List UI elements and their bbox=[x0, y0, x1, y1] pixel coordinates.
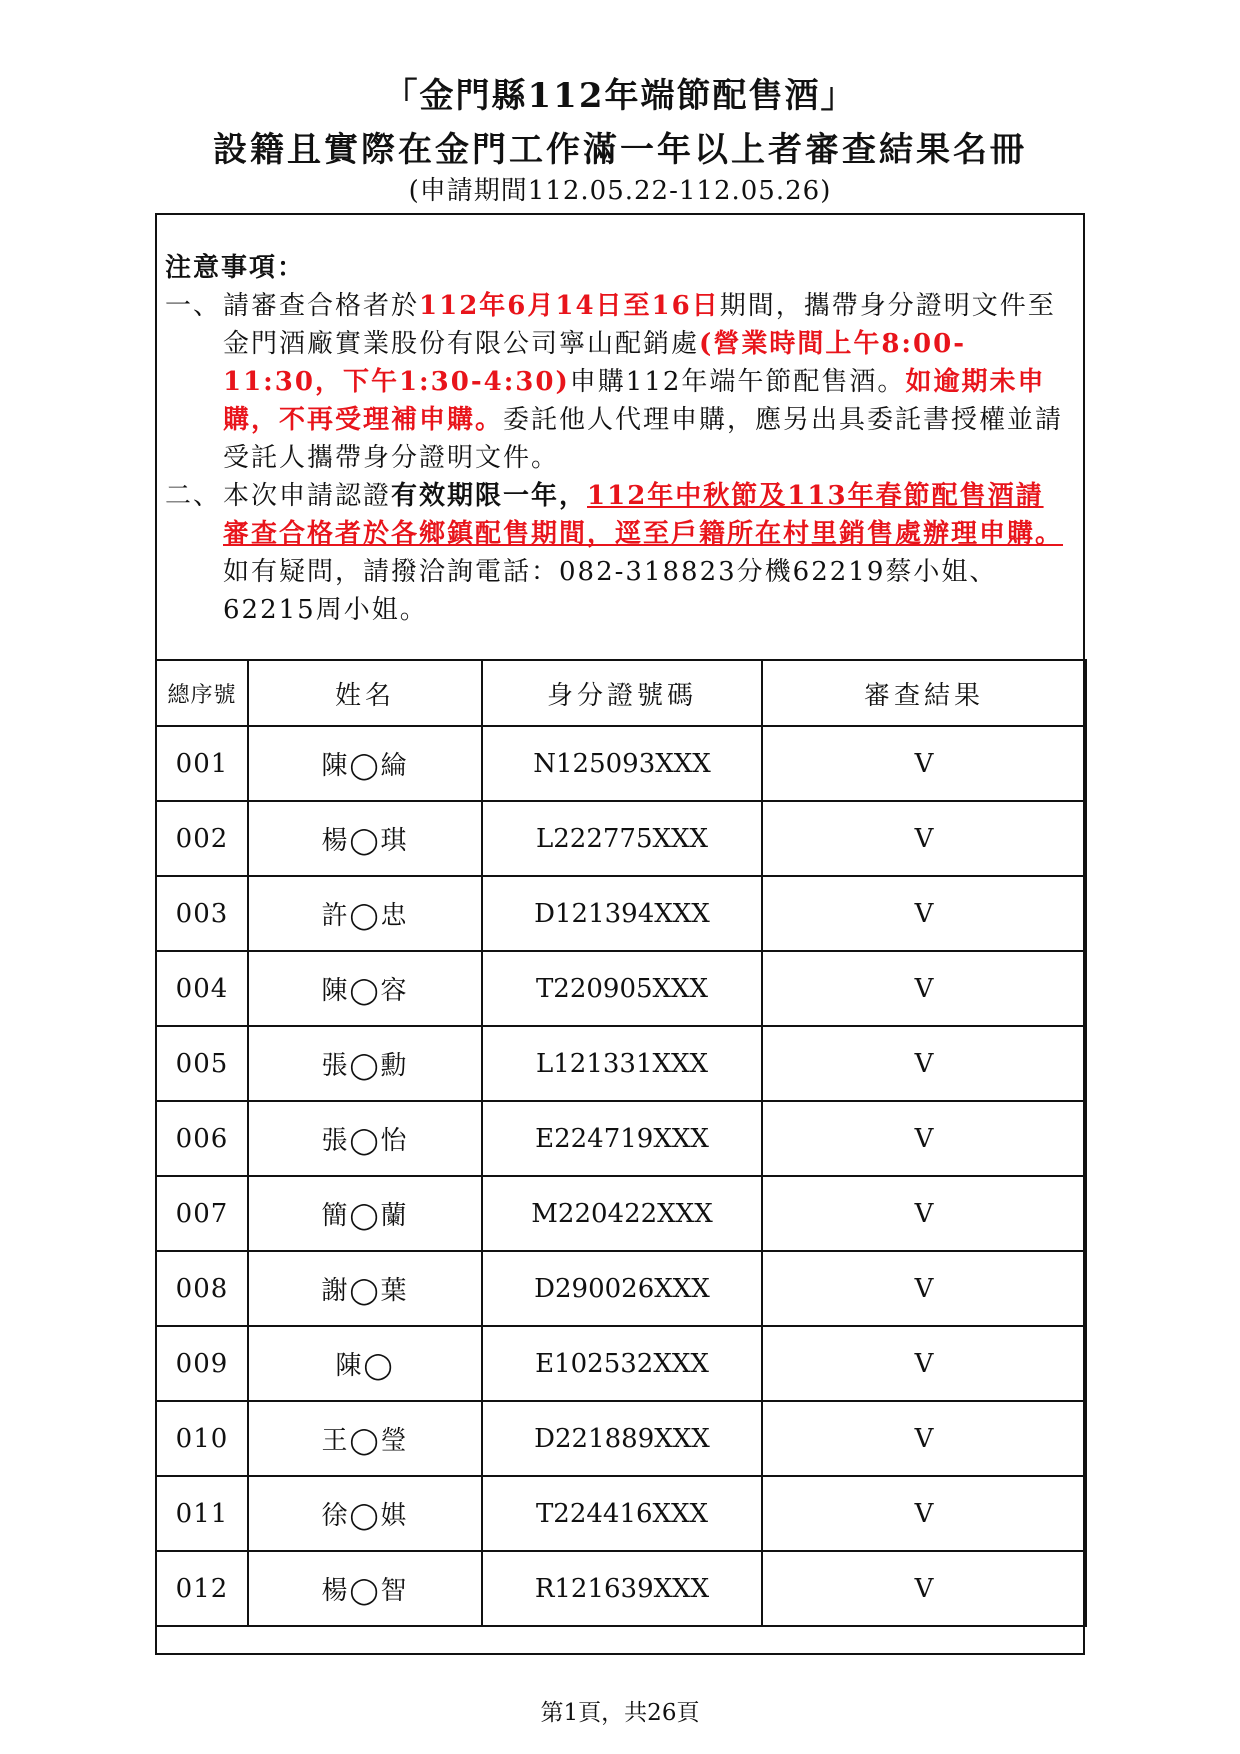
note-item-2 bbox=[165, 477, 1065, 629]
table-row bbox=[156, 1326, 1086, 1401]
cell-seq: 009 bbox=[156, 1326, 248, 1401]
table-row bbox=[156, 1101, 1086, 1176]
cell-seq: 010 bbox=[156, 1401, 248, 1476]
table-row bbox=[156, 801, 1086, 876]
note-2-next-sales: 112年中秋節及113年春節配售酒請審查合格者於各鄉鎮配售期間，逕至戶籍所在村里銷售處辦理申購。 bbox=[223, 481, 1064, 549]
cell-name: 王◯瑩 bbox=[248, 1401, 482, 1476]
table-row bbox=[156, 726, 1086, 801]
cell-seq: 004 bbox=[156, 951, 248, 1026]
cell-id: L222775XXX bbox=[482, 801, 762, 876]
cell-seq: 011 bbox=[156, 1476, 248, 1551]
note-2-contact: 如有疑問，請撥洽詢電話：082-318823分機62219蔡小姐、62215周小姐。 bbox=[223, 557, 998, 625]
table-header-row bbox=[156, 660, 1086, 726]
cell-seq: 003 bbox=[156, 876, 248, 951]
cell-result: V bbox=[762, 726, 1086, 801]
cell-id: E224719XXX bbox=[482, 1101, 762, 1176]
table-row bbox=[156, 1401, 1086, 1476]
cell-id: D221889XXX bbox=[482, 1401, 762, 1476]
cell-name: 謝◯葉 bbox=[248, 1251, 482, 1326]
cell-name: 張◯勳 bbox=[248, 1026, 482, 1101]
note-item-1-number: 一、 bbox=[165, 291, 222, 321]
table-row bbox=[156, 1476, 1086, 1551]
cell-name: 徐◯娸 bbox=[248, 1476, 482, 1551]
cell-id: T224416XXX bbox=[482, 1476, 762, 1551]
cell-name: 簡◯蘭 bbox=[248, 1176, 482, 1251]
document-frame bbox=[155, 213, 1085, 1655]
note-1-text-b: 期間，攜帶身分證明文件至金門酒廠實業股份有限公司寧山配銷處 bbox=[223, 291, 1056, 359]
cell-name: 楊◯智 bbox=[248, 1551, 482, 1626]
cell-id: T220905XXX bbox=[482, 951, 762, 1026]
document-subtitle: 設籍且實際在金門工作滿一年以上者審查結果名冊 bbox=[213, 130, 1027, 170]
table-row bbox=[156, 1176, 1086, 1251]
cell-id: N125093XXX bbox=[482, 726, 762, 801]
header-name: 姓名 bbox=[248, 660, 482, 726]
cell-result: V bbox=[762, 951, 1086, 1026]
cell-name: 許◯忠 bbox=[248, 876, 482, 951]
cell-seq: 007 bbox=[156, 1176, 248, 1251]
cell-name: 陳◯容 bbox=[248, 951, 482, 1026]
cell-seq: 012 bbox=[156, 1551, 248, 1626]
note-2-text-a: 本次申請認證 bbox=[223, 481, 392, 511]
cell-name: 陳◯綸 bbox=[248, 726, 482, 801]
table-row bbox=[156, 1551, 1086, 1626]
document-title: 「金門縣112年端節配售酒」 bbox=[383, 76, 857, 116]
cell-name: 張◯怡 bbox=[248, 1101, 482, 1176]
header-result: 審查結果 bbox=[762, 660, 1086, 726]
notes-section bbox=[165, 249, 1065, 629]
table-row bbox=[156, 1026, 1086, 1101]
cell-name: 楊◯琪 bbox=[248, 801, 482, 876]
cell-id: M220422XXX bbox=[482, 1176, 762, 1251]
page-number: 第1頁，共26頁 bbox=[540, 1700, 700, 1726]
application-period: (申請期間112.05.22-112.05.26) bbox=[408, 176, 832, 206]
cell-result: V bbox=[762, 1401, 1086, 1476]
cell-id: E102532XXX bbox=[482, 1326, 762, 1401]
cell-result: V bbox=[762, 1176, 1086, 1251]
header-id: 身分證號碼 bbox=[482, 660, 762, 726]
cell-result: V bbox=[762, 801, 1086, 876]
notes-heading: 注意事項： bbox=[165, 253, 306, 283]
cell-seq: 005 bbox=[156, 1026, 248, 1101]
cell-result: V bbox=[762, 1101, 1086, 1176]
cell-id: L121331XXX bbox=[482, 1026, 762, 1101]
cell-result: V bbox=[762, 1026, 1086, 1101]
cell-id: D290026XXX bbox=[482, 1251, 762, 1326]
header-seq: 總序號 bbox=[156, 660, 248, 726]
cell-id: R121639XXX bbox=[482, 1551, 762, 1626]
note-1-text-c: 申購112年端午節配售酒。 bbox=[569, 367, 906, 397]
cell-result: V bbox=[762, 1326, 1086, 1401]
note-2-validity: 有效期限一年， bbox=[391, 481, 588, 511]
cell-name: 陳◯ bbox=[248, 1326, 482, 1401]
cell-result: V bbox=[762, 1476, 1086, 1551]
note-1-business-hours: (營業時間上午8:00-11:30，下午1:30-4:30) bbox=[223, 329, 966, 397]
cell-seq: 006 bbox=[156, 1101, 248, 1176]
note-1-text-d: 委託他人代理申購，應另出具委託書授權並請受託人攜帶身分證明文件。 bbox=[223, 405, 1064, 473]
result-table bbox=[155, 659, 1087, 1627]
cell-result: V bbox=[762, 1251, 1086, 1326]
cell-result: V bbox=[762, 876, 1086, 951]
cell-seq: 002 bbox=[156, 801, 248, 876]
note-1-date-range: 112年6月14日至16日 bbox=[419, 291, 720, 321]
cell-id: D121394XXX bbox=[482, 876, 762, 951]
cell-seq: 001 bbox=[156, 726, 248, 801]
note-item-1 bbox=[165, 287, 1065, 477]
note-item-2-number: 二、 bbox=[165, 481, 222, 511]
table-row bbox=[156, 1251, 1086, 1326]
note-1-text-a: 請審查合格者於 bbox=[223, 291, 420, 321]
cell-result: V bbox=[762, 1551, 1086, 1626]
note-1-overdue-warning: 如逾期未申購，不再受理補申購。 bbox=[223, 367, 1046, 435]
table-row bbox=[156, 876, 1086, 951]
table-row bbox=[156, 951, 1086, 1026]
cell-seq: 008 bbox=[156, 1251, 248, 1326]
